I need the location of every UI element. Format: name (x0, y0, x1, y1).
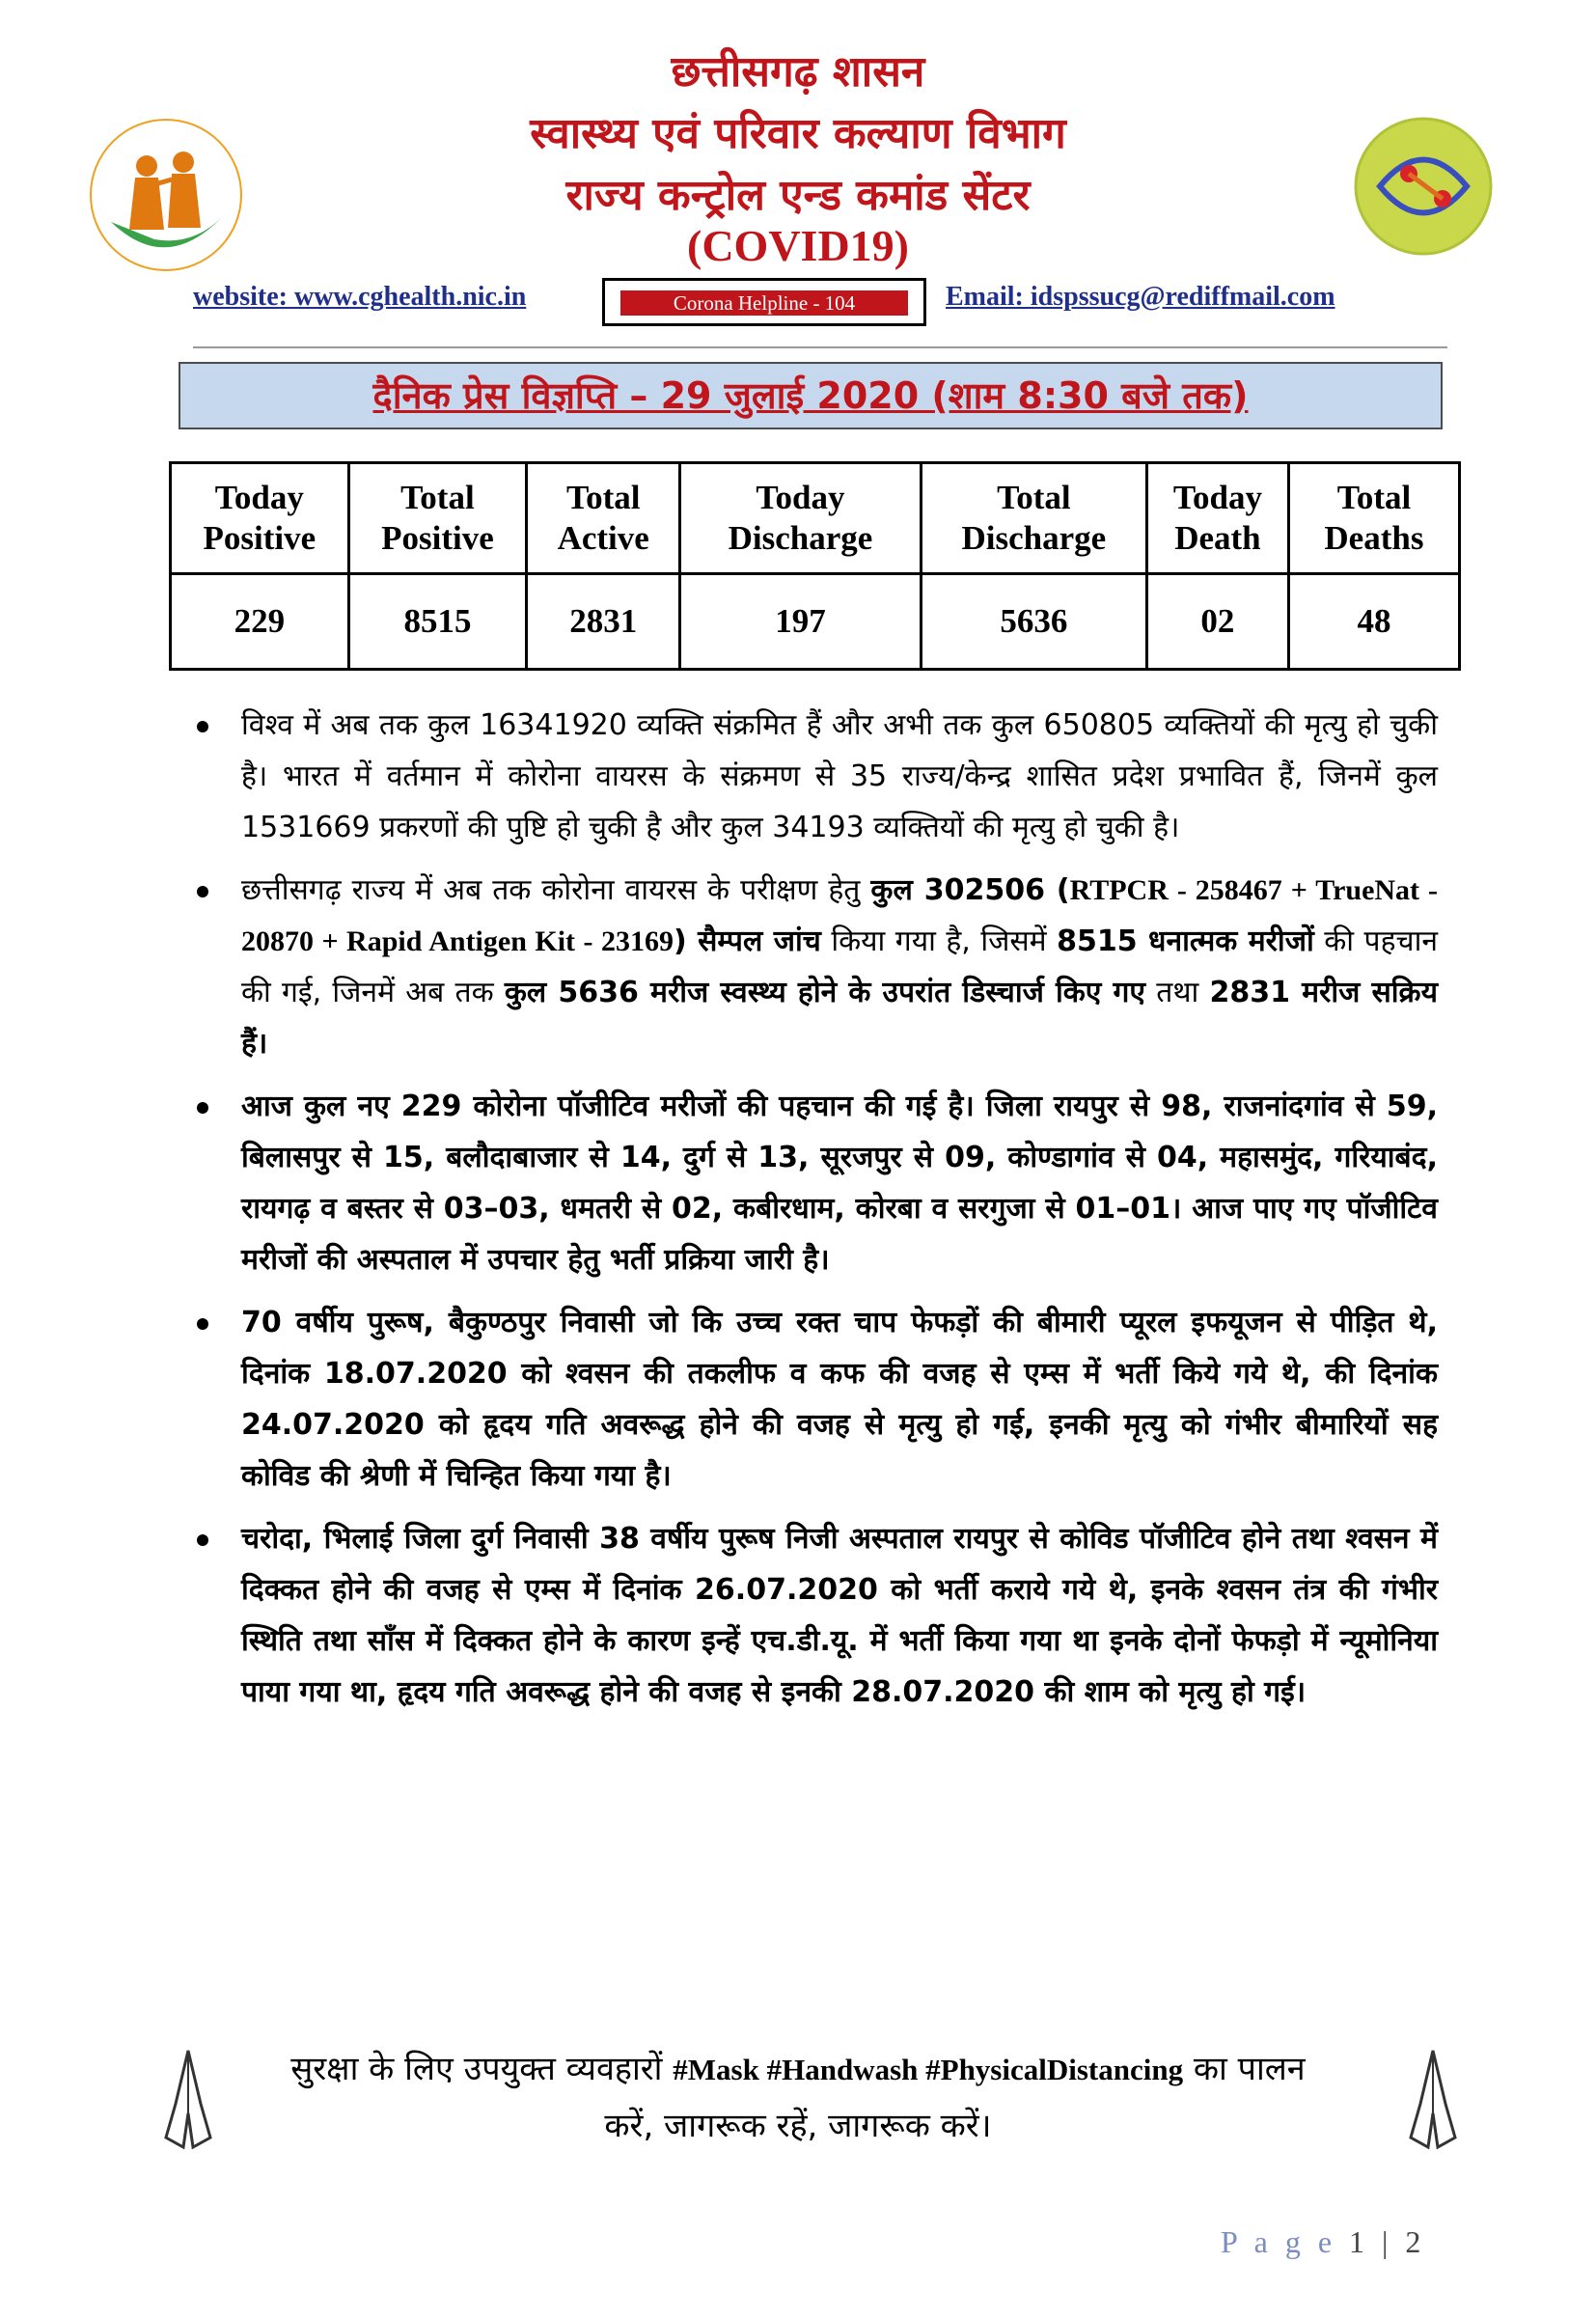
stats-value-row (171, 574, 1460, 670)
helpline-label: Corona Helpline - 104 (620, 290, 908, 316)
header-cell: Today Death (1146, 463, 1288, 574)
bullet-death-1: 70 वर्षीय पुरूष, बैकुण्ठपुर निवासी जो कि उच्च रक्त चाप फेफड़ों की बीमारी प्यूरल इफयूजन से पीड़ित थे, दिनांक 18.07.2020 को श्वसन की तकलीफ व कफ की वजह से एम्स में भर्ती किये गये थे, की दिनांक 24.07.2020 को हृदय गति अवरूद्ध होने की वजह से मृत्यु हो गई, इनकी मृत्यु को गंभीर बीमारियों सह कोविड की श्रेणी में चिन्हित किया गया है। (183, 1297, 1438, 1502)
header-cell: Total Positive (348, 463, 527, 574)
today-positive-value: 229 (171, 574, 349, 670)
today-discharge-value: 197 (680, 574, 922, 670)
header-cell: Today Positive (171, 463, 349, 574)
covid-stats-table (169, 461, 1461, 671)
header-cell: Today Discharge (680, 463, 922, 574)
safety-line-1: सुरक्षा के लिए उपयुक्त व्यवहारों #Mask #Handwash #PhysicalDistancing का पालन (290, 2050, 1306, 2088)
safety-message (222, 2041, 1374, 2154)
bullet-death-2: चरोदा, भिलाई जिला दुर्ग निवासी 38 वर्षीय पुरूष निजी अस्पताल रायपुर से कोविड पॉजीटिव होने तथा श्वसन में दिक्कत होने की वजह से एम्स में दिनांक 26.07.2020 को भर्ती कराये गये थे, इनके श्वसन तंत्र की गंभीर स्थिति तथा साँस में दिक्कत होने के कारण इन्हें एच.डी.यू. में भर्ती किया गया था इनके दोनों फेफड़ो में न्यूमोनिया पाया गया था, हृदय गति अवरूद्ध होने की वजह से इनकी 28.07.2020 की शाम को मृत्यु हो गई। (183, 1513, 1438, 1718)
total-active-value: 2831 (527, 574, 680, 670)
bullet-state-testing: छत्तीसगढ़ राज्य में अब तक कोरोना वायरस के परीक्षण हेतु कुल 302506 (RTPCR - 258467 + TrueNat - 20870 + Rapid Antigen Kit - 23169) सैम्पल जांच किया गया है, जिसमें 8515 धनात्मक मरीजों की पहचान की गई, जिनमें अब तक कुल 5636 मरीज स्वस्थ्य होने के उपरांत डिस्चार्ज किए गए तथा 2831 मरीज सक्रिय हैं। (183, 865, 1438, 1069)
total-positive-value: 8515 (348, 574, 527, 670)
header-command-center: राज्य कन्ट्रोल एन्ड कमांड सेंटर (565, 171, 1031, 220)
folded-hands-left-icon (154, 2046, 222, 2152)
bullet-district-cases: आज कुल नए 229 कोरोना पॉजीटिव मरीजों की पहचान की गई है। जिला रायपुर से 98, राजनांदगांव से 59, बिलासपुर से 15, बलौदाबाजार से 14, दुर्ग से 13, सूरजपुर से 09, कोण्डागांव से 04, महासमुंद, गरियाबंद, रायगढ़ व बस्तर से 03–03, धमतरी से 02, कबीरधाम, कोरबा व सरगुजा से 01–01। आज पाए गए पॉजीटिव मरीजों की अस्पताल में उपचार हेतु भर्ती प्रक्रिया जारी है। (183, 1081, 1438, 1285)
today-death-value: 02 (1146, 574, 1288, 670)
safety-line-2: करें, जागरूक रहें, जागरूक करें। (604, 2107, 992, 2145)
bullet-world-india-stats: विश्व में अब तक कुल 16341920 व्यक्ति संक्रमित हैं और अभी तक कुल 650805 व्यक्तियों की मृत्यु हो चुकी है। भारत में वर्तमान में कोरोना वायरस के संक्रमण से 35 राज्य/केन्द्र शासित प्रदेश प्रभावित हैं, जिनमें कुल 1531669 प्रकरणों की पुष्टि हो चुकी है और कुल 34193 व्यक्तियों की मृत्यु हो चुकी है। (183, 700, 1438, 853)
press-release-banner (179, 362, 1443, 429)
press-release-title: दैनिक प्रेस विज्ञप्ति – 29 जुलाई 2020 (शाम 8:30 बजे तक) (372, 374, 1249, 417)
header-state-government: छत्तीसगढ़ शासन (671, 47, 925, 97)
email-link[interactable]: Email: idspssucg@rediffmail.com (946, 282, 1335, 312)
website-link[interactable]: website: www.cghealth.nic.in (193, 282, 527, 312)
header-cell: Total Discharge (921, 463, 1146, 574)
header-cell: Total Deaths (1288, 463, 1459, 574)
helpline-box (602, 278, 926, 326)
total-deaths-value: 48 (1288, 574, 1459, 670)
total-discharge-value: 5636 (921, 574, 1146, 670)
header-covid19: (COVID19) (687, 221, 909, 270)
header-cell: Total Active (527, 463, 680, 574)
header-department: स्वास्थ्य एवं परिवार कल्याण विभाग (530, 109, 1066, 158)
bulletin-list (183, 700, 1438, 1729)
stats-header-row (171, 463, 1460, 574)
page-number: P a g e 1 | 2 (1221, 2224, 1426, 2259)
divider (193, 346, 1447, 348)
folded-hands-right-icon (1399, 2046, 1467, 2152)
